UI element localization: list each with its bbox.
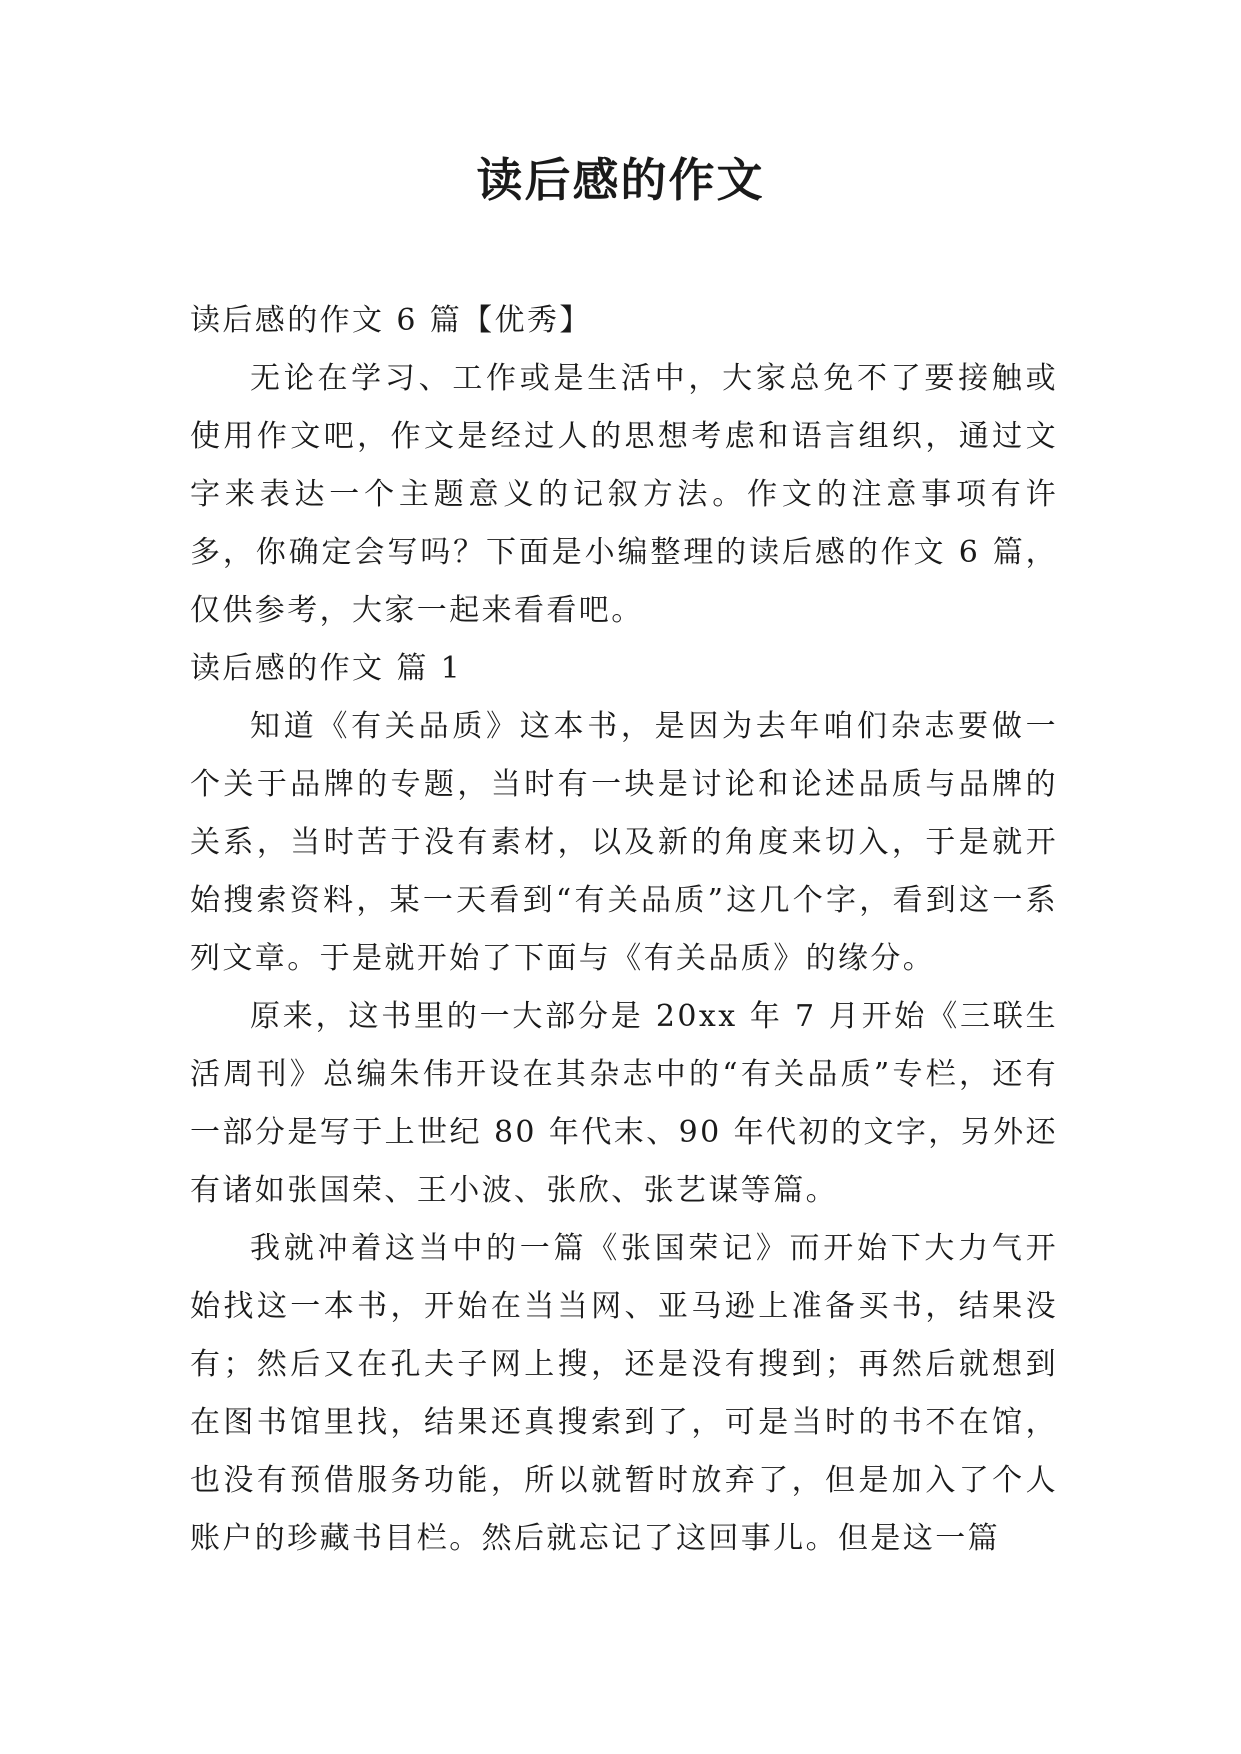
body-paragraph-2: 原来，这书里的一大部分是 20xx 年 7 月开始《三联生活周刊》总编朱伟开设在其杂志中的“有关品质”专栏，还有一部分是写于上世纪 80 年代末、90 年代初的文字，另外还有诸如张国荣、王小波、张欣、张艺谋等篇。 <box>190 999 1058 1208</box>
body-paragraph-3: 我就冲着这当中的一篇《张国荣记》而开始下大力气开始找这一本书，开始在当当网、亚马逊上准备买书，结果没有；然后又在孔夫子网上搜，还是没有搜到；再然后就想到在图书馆里找，结果还真搜索到了，可是当时的书不在馆，也没有预借服务功能，所以就暂时放弃了，但是加入了个人账户的珍藏书目栏。然后就忘记了这回事儿。但是这一篇 <box>190 1231 1058 1556</box>
document-body <box>190 292 1058 1568</box>
section-heading: 读后感的作文 篇 1 <box>190 651 463 686</box>
document-title: 读后感的作文 <box>476 153 765 207</box>
intro-paragraph: 无论在学习、工作或是生活中，大家总免不了要接触或使用作文吧，作文是经过人的思想考虑和语言组织，通过文字来表达一个主题意义的记叙方法。作文的注意事项有许多，你确定会写吗？下面是小编整理的读后感的作文 6 篇，仅供参考，大家一起来看看吧。 <box>190 361 1058 628</box>
body-paragraph-1: 知道《有关品质》这本书，是因为去年咱们杂志要做一个关于品牌的专题，当时有一块是讨论和论述品质与品牌的关系，当时苦于没有素材，以及新的角度来切入，于是就开始搜索资料，某一天看到“有关品质”这几个字，看到这一系列文章。于是就开始了下面与《有关品质》的缘分。 <box>190 709 1058 976</box>
document-subtitle: 读后感的作文 6 篇【优秀】 <box>190 303 592 338</box>
